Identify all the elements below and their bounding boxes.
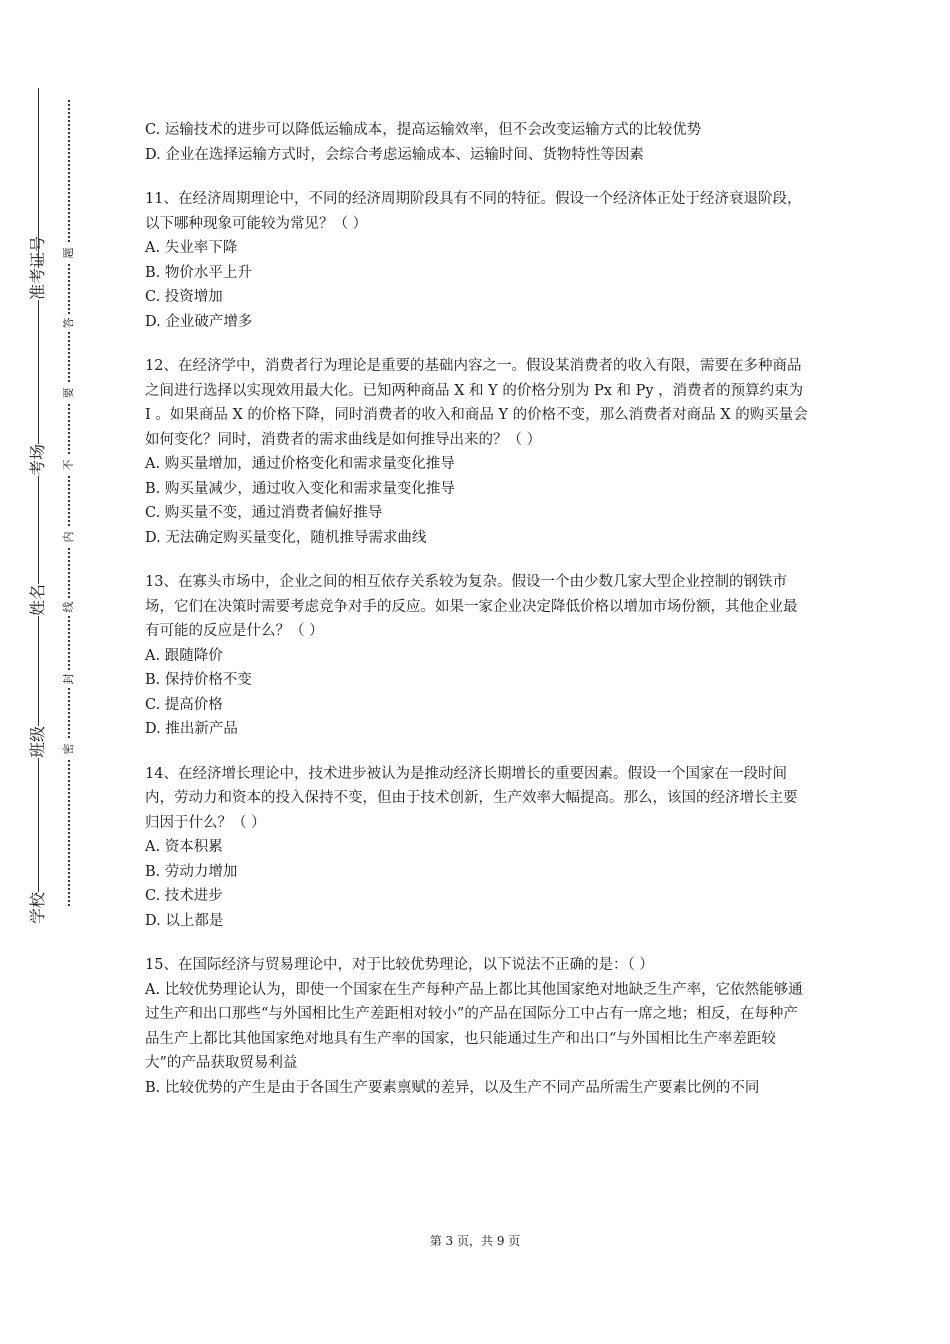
field-label-class: 班级: [22, 726, 54, 758]
field-label-exam-room: 考场: [22, 444, 54, 476]
option-text: B. 保持价格不变: [145, 672, 252, 688]
option-text: A. 比较优势理论认为，即使一个国家在生产每种产品上都比其他国家绝对地缺乏生产率，它依然能够通过生产和出口那些“与外国相比生产差距相对较小”的产品在国际分工中占有一席之地；相反，在每种产品生产上都比其他国家绝对地具有生产率的国家，也只能通过生产和出口“与外国相比生产率差距较大”的产品获取贸易利益: [145, 981, 803, 1071]
page-content: [145, 118, 810, 1100]
seal-char: 不: [62, 456, 76, 474]
option-text: B. 物价水平上升: [145, 264, 252, 281]
option-text: C. 技术进步: [145, 888, 223, 904]
option-text: D. 推出新产品: [145, 721, 238, 737]
option-text: A. 失业率下降: [145, 240, 238, 256]
option-text: C. 投资增加: [145, 289, 223, 305]
option-text: A. 购买量增加，通过价格变化和需求量变化推导: [145, 456, 455, 472]
option-text: D. 以上都是: [145, 912, 224, 929]
option-text: A. 资本积累: [145, 839, 223, 855]
option-text: C. 提高价格: [145, 696, 223, 713]
seal-char: 密: [62, 740, 76, 758]
binding-margin: [0, 0, 90, 1344]
option-text: D. 企业破产增多: [145, 313, 253, 330]
seal-char: 内: [62, 528, 76, 546]
seal-char: 答: [62, 314, 76, 332]
option-text: B. 劳动力增加: [145, 863, 238, 880]
option-text: D. 企业在选择运输方式时，会综合考虑运输成本、运输时间、货物特性等因素: [145, 146, 644, 163]
option-text: B. 比较优势的产生是由于各国生产要素禀赋的差异，以及生产不同产品所需生产要素比例的不同: [145, 1079, 760, 1096]
question-stem: 13、在寡头市场中，企业之间的相互依存关系较为复杂。假设一个由少数几家大型企业控制的钢铁市场，它们在决策时需要考虑竞争对手的反应。如果一家企业决定降低价格以增加市场份额，其他企业最有可能的反应是什么？（ ）: [145, 574, 798, 639]
option-text: B. 购买量减少，通过收入变化和需求量变化推导: [145, 480, 455, 497]
question-11: [145, 187, 810, 334]
option-text: D. 无法确定购买量变化，随机推导需求曲线: [145, 529, 427, 546]
question-14: [145, 762, 810, 934]
option-text: C. 运输技术的进步可以降低运输成本，提高运输效率，但不会改变运输方式的比较优势: [145, 122, 702, 138]
question-stem: 15、在国际经济与贸易理论中，对于比较优势理论，以下说法不正确的是：（ ）: [145, 957, 654, 973]
question-stem: 12、在经济学中，消费者行为理论是重要的基础内容之一。假设某消费者的收入有限，需要在多种商品之间进行选择以实现效用最大化。已知两种商品 X 和 Y 的价格分别为 Px 和 Py ，消费者的预算约束为 I 。如果商品 X 的价格下降，同时消费者的收入和商品 Y 的价格不变，那么消费者对商品 X 的购买量会如何变化？同时，消费者的需求曲线是如何推导出来的？（ ）: [145, 358, 808, 448]
question-13: [145, 570, 810, 742]
option-text: A. 跟随降价: [145, 647, 223, 664]
field-label-school: 学校: [22, 892, 54, 924]
field-label-name: 姓名: [22, 584, 54, 616]
seal-char: 题: [62, 244, 76, 262]
binding-dotted-line: [68, 100, 70, 906]
seal-char: 封: [62, 670, 76, 688]
page-number: 第 3 页，共 9 页: [429, 1234, 521, 1248]
seal-char: 线: [62, 598, 76, 616]
question-stem: 11、在经济周期理论中，不同的经济周期阶段具有不同的特征。假设一个经济体正处于经济衰退阶段，以下哪种现象可能较为常见？（ ）: [145, 191, 802, 232]
option-text: C. 购买量不变，通过消费者偏好推导: [145, 505, 383, 521]
seal-char: 要: [62, 384, 76, 402]
field-label-exam-number: 准考证号: [22, 268, 54, 300]
question-12: [145, 354, 810, 550]
question-stem: 14、在经济增长理论中，技术进步被认为是推动经济长期增长的重要因素。假设一个国家在一段时间内，劳动力和资本的投入保持不变，但由于技术创新，生产效率大幅提高。那么，该国的经济增长主要归因于什么？（ ）: [145, 765, 798, 831]
binding-solid-line: [38, 88, 39, 916]
question-15: [145, 953, 810, 1100]
